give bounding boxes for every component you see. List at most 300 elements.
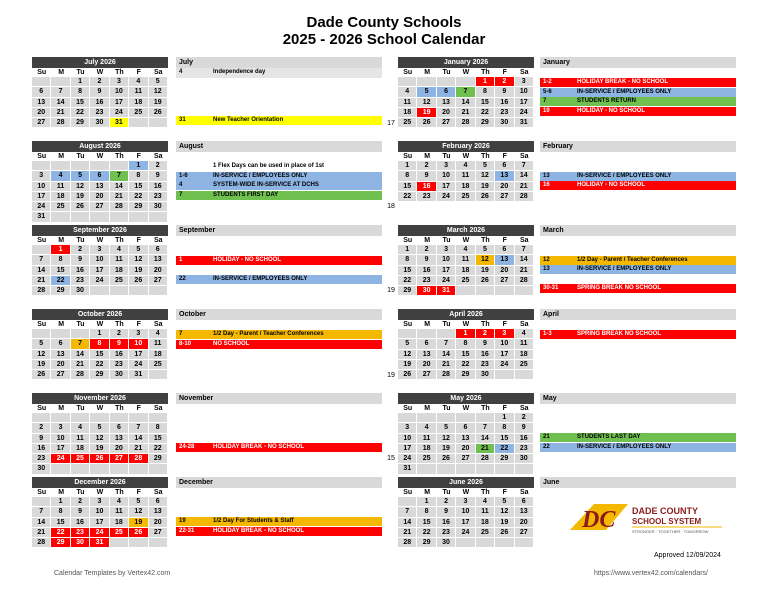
day-cell: 29 xyxy=(51,538,69,547)
day-cell: 25 xyxy=(456,276,474,285)
day-cell: 25 xyxy=(51,202,69,211)
event-date xyxy=(540,275,577,284)
day-cell: 14 xyxy=(515,171,533,180)
week-row xyxy=(32,87,168,97)
day-cell: 20 xyxy=(51,360,69,369)
day-cell: 28 xyxy=(476,454,494,463)
event-row xyxy=(540,330,736,339)
event-row xyxy=(540,162,736,171)
events-panel xyxy=(540,309,736,339)
day-cell: 25 xyxy=(110,276,128,285)
day-cell: 4 xyxy=(110,245,128,254)
event-row xyxy=(176,265,382,274)
empty-day-cell xyxy=(51,329,69,338)
month-calendar xyxy=(32,477,168,548)
day-cell: 13 xyxy=(495,171,513,180)
event-description: 1/2 Day - Parent / Teacher Conferences xyxy=(577,256,688,263)
weekday-label: F xyxy=(495,236,514,245)
day-cell: 7 xyxy=(476,423,494,432)
empty-day-cell xyxy=(456,77,474,86)
day-cell: 3 xyxy=(32,171,50,180)
approved-date: Approved 12/09/2024 xyxy=(654,552,721,559)
event-date xyxy=(176,488,213,497)
day-cell: 7 xyxy=(515,161,533,170)
day-cell: 3 xyxy=(515,77,533,86)
day-cell: 5 xyxy=(437,423,455,432)
day-cell: 13 xyxy=(90,182,108,191)
event-row xyxy=(540,404,736,413)
day-cell: 10 xyxy=(456,507,474,516)
weekday-label: Th xyxy=(110,488,129,497)
logo-line-2: SCHOOL SYSTEM xyxy=(632,517,702,526)
day-cell: 14 xyxy=(110,182,128,191)
day-cell: 4 xyxy=(456,161,474,170)
day-cell: 11 xyxy=(110,507,128,516)
day-cell: 15 xyxy=(149,434,167,443)
day-cell: 5 xyxy=(495,497,513,506)
week-row xyxy=(32,202,168,212)
day-cell: 31 xyxy=(129,370,147,379)
events-month-heading: January xyxy=(540,57,736,68)
day-cell: 14 xyxy=(71,350,89,359)
event-date: 8-10 xyxy=(179,340,192,347)
day-cell: 10 xyxy=(51,434,69,443)
events-panel xyxy=(540,57,736,116)
event-row xyxy=(540,97,736,106)
empty-day-cell xyxy=(495,464,513,473)
week-row xyxy=(32,212,168,222)
day-cell: 15 xyxy=(417,518,435,527)
empty-day-cell xyxy=(129,413,147,422)
day-cell: 8 xyxy=(129,171,147,180)
day-cell: 17 xyxy=(495,350,513,359)
event-description: SYSTEM-WIDE IN-SERVICE AT DCHS xyxy=(213,182,319,189)
event-description xyxy=(213,78,382,87)
day-cell: 6 xyxy=(32,87,50,96)
day-cell: 26 xyxy=(476,192,494,201)
day-cell: 22 xyxy=(398,192,416,201)
day-cell: 29 xyxy=(51,286,69,295)
empty-day-cell xyxy=(437,77,455,86)
day-cell: 14 xyxy=(129,434,147,443)
empty-day-cell xyxy=(90,161,108,170)
empty-day-cell xyxy=(32,77,50,86)
event-description: 1 Flex Days can be used in place of 1st xyxy=(213,162,325,169)
event-row xyxy=(176,340,382,349)
event-description: SPRING BREAK NO SCHOOL xyxy=(577,330,662,337)
weekday-header xyxy=(398,68,534,77)
day-cell: 10 xyxy=(515,87,533,96)
week-row xyxy=(32,454,168,464)
empty-day-cell xyxy=(149,370,167,379)
day-cell: 10 xyxy=(32,182,50,191)
day-cell: 28 xyxy=(32,286,50,295)
day-cell: 21 xyxy=(437,360,455,369)
day-cell: 30 xyxy=(495,118,513,127)
week-row xyxy=(32,423,168,433)
footer-url[interactable]: https://www.vertex42.com/calendars/ xyxy=(594,570,708,577)
event-row xyxy=(176,68,382,77)
event-row xyxy=(540,256,736,265)
week-row xyxy=(32,360,168,370)
day-cell: 2 xyxy=(515,413,533,422)
day-cell: 25 xyxy=(129,108,147,117)
empty-day-cell xyxy=(110,413,128,422)
day-cell: 5 xyxy=(476,161,494,170)
day-cell: 5 xyxy=(398,339,416,348)
empty-day-cell xyxy=(456,538,474,547)
day-cell: 3 xyxy=(51,423,69,432)
week-row xyxy=(32,286,168,296)
event-description xyxy=(577,320,736,329)
day-cell: 23 xyxy=(437,528,455,537)
week-number: 17 xyxy=(387,120,395,127)
weekday-label: Tu xyxy=(71,152,90,161)
event-description xyxy=(213,414,382,423)
event-date: 13 xyxy=(543,172,550,179)
event-date: 19 xyxy=(543,107,550,114)
empty-day-cell xyxy=(476,413,494,422)
week-row xyxy=(32,182,168,192)
day-cell: 19 xyxy=(71,192,89,201)
day-cell: 9 xyxy=(417,255,435,264)
event-row xyxy=(176,508,382,517)
empty-day-cell xyxy=(456,286,474,295)
day-cell: 8 xyxy=(51,255,69,264)
weekday-label: Th xyxy=(476,404,495,413)
event-row xyxy=(176,152,382,161)
weekday-label: M xyxy=(51,320,70,329)
month-calendar xyxy=(398,225,534,296)
empty-day-cell xyxy=(129,212,147,221)
day-cell: 2 xyxy=(417,245,435,254)
month-name: February 2026 xyxy=(398,141,534,152)
day-cell: 12 xyxy=(149,87,167,96)
event-description: Independence day xyxy=(213,69,266,76)
day-cell: 9 xyxy=(437,507,455,516)
event-date: 7 xyxy=(543,98,547,105)
day-cell: 6 xyxy=(417,339,435,348)
empty-day-cell xyxy=(515,370,533,379)
week-row xyxy=(398,350,534,360)
events-panel xyxy=(176,309,382,349)
weekday-label: Sa xyxy=(149,320,168,329)
empty-day-cell xyxy=(71,161,89,170)
weekday-label: Su xyxy=(32,404,51,413)
empty-day-cell xyxy=(476,464,494,473)
day-cell: 1 xyxy=(90,329,108,338)
day-cell: 27 xyxy=(495,276,513,285)
week-row xyxy=(32,434,168,444)
event-row xyxy=(176,162,382,171)
empty-day-cell xyxy=(417,464,435,473)
day-cell: 8 xyxy=(417,507,435,516)
weekday-label: Su xyxy=(32,236,51,245)
day-cell: 25 xyxy=(456,192,474,201)
week-row xyxy=(32,192,168,202)
weekday-label: Su xyxy=(32,152,51,161)
day-cell: 1 xyxy=(398,161,416,170)
day-cell: 9 xyxy=(32,434,50,443)
day-cell: 2 xyxy=(71,245,89,254)
day-cell: 16 xyxy=(90,98,108,107)
day-cell: 4 xyxy=(398,87,416,96)
events-month-heading: September xyxy=(176,225,382,236)
weekday-label: Sa xyxy=(149,152,168,161)
day-cell: 20 xyxy=(437,108,455,117)
empty-day-cell xyxy=(32,161,50,170)
title-line-1: Dade County Schools xyxy=(306,14,462,31)
day-cell: 17 xyxy=(398,444,416,453)
weekday-label: Sa xyxy=(149,236,168,245)
weekday-header xyxy=(32,488,168,497)
week-row xyxy=(32,518,168,528)
logo-initials: DC xyxy=(582,507,616,533)
day-cell: 3 xyxy=(437,245,455,254)
empty-day-cell xyxy=(515,538,533,547)
month-calendar xyxy=(32,393,168,475)
day-cell: 16 xyxy=(32,444,50,453)
day-cell: 9 xyxy=(71,255,89,264)
month-calendar xyxy=(32,225,168,296)
day-cell: 2 xyxy=(110,329,128,338)
empty-day-cell xyxy=(476,538,494,547)
day-cell: 30 xyxy=(476,370,494,379)
day-cell: 24 xyxy=(398,454,416,463)
weekday-label: M xyxy=(417,152,436,161)
day-cell: 20 xyxy=(495,266,513,275)
week-row xyxy=(398,444,534,454)
day-cell: 29 xyxy=(476,118,494,127)
day-cell: 1 xyxy=(398,245,416,254)
day-cell: 10 xyxy=(90,507,108,516)
day-cell: 2 xyxy=(149,161,167,170)
day-cell: 12 xyxy=(476,255,494,264)
weekday-label: Th xyxy=(476,152,495,161)
weekday-label: Su xyxy=(32,68,51,77)
week-row xyxy=(398,192,534,202)
day-cell: 1 xyxy=(51,245,69,254)
event-date: 7 xyxy=(179,330,183,337)
event-row xyxy=(540,433,736,442)
day-cell: 15 xyxy=(456,350,474,359)
day-cell: 1 xyxy=(129,161,147,170)
event-description xyxy=(213,320,382,329)
day-cell: 25 xyxy=(476,528,494,537)
event-date: 1-2 xyxy=(543,78,552,85)
day-cell: 11 xyxy=(110,255,128,264)
district-logo xyxy=(566,500,726,536)
day-cell: 6 xyxy=(456,423,474,432)
event-description xyxy=(213,424,382,433)
day-cell: 30 xyxy=(515,454,533,463)
event-date xyxy=(176,152,213,161)
day-cell: 18 xyxy=(398,108,416,117)
week-row xyxy=(32,161,168,171)
day-cell: 28 xyxy=(398,538,416,547)
day-cell: 7 xyxy=(515,245,533,254)
day-cell: 9 xyxy=(515,423,533,432)
week-row xyxy=(398,528,534,538)
day-cell: 22 xyxy=(51,528,69,537)
day-cell: 26 xyxy=(129,528,147,537)
day-cell: 27 xyxy=(437,118,455,127)
events-month-heading: June xyxy=(540,477,736,488)
day-cell: 19 xyxy=(417,108,435,117)
empty-day-cell xyxy=(515,464,533,473)
day-cell: 28 xyxy=(437,370,455,379)
day-cell: 29 xyxy=(417,538,435,547)
week-number: 18 xyxy=(387,203,395,210)
day-cell: 4 xyxy=(515,329,533,338)
weekday-label: Tu xyxy=(437,488,456,497)
day-cell: 6 xyxy=(51,339,69,348)
footer-credit[interactable]: Calendar Templates by Vertex42.com xyxy=(54,570,171,577)
event-date: 22 xyxy=(179,275,186,282)
events-month-heading: April xyxy=(540,309,736,320)
day-cell: 1 xyxy=(456,329,474,338)
weekday-label: F xyxy=(129,68,148,77)
month-calendar xyxy=(398,141,534,202)
event-row xyxy=(540,443,736,452)
day-cell: 19 xyxy=(90,444,108,453)
day-cell: 21 xyxy=(32,528,50,537)
events-month-heading: February xyxy=(540,141,736,152)
day-cell: 19 xyxy=(476,182,494,191)
week-row xyxy=(32,528,168,538)
weekday-label: Th xyxy=(110,320,129,329)
event-date xyxy=(540,152,577,161)
day-cell: 30 xyxy=(32,464,50,473)
week-row xyxy=(32,245,168,255)
day-cell: 16 xyxy=(149,182,167,191)
day-cell: 14 xyxy=(476,434,494,443)
day-cell: 1 xyxy=(51,497,69,506)
week-row xyxy=(32,118,168,128)
weekday-header xyxy=(398,404,534,413)
week-row xyxy=(398,434,534,444)
day-cell: 29 xyxy=(71,118,89,127)
weekday-label: W xyxy=(90,236,109,245)
event-row xyxy=(540,414,736,423)
event-date xyxy=(176,498,213,507)
weekday-label: Tu xyxy=(437,404,456,413)
day-cell: 12 xyxy=(476,171,494,180)
week-row xyxy=(398,423,534,433)
weekday-header xyxy=(32,236,168,245)
weekday-label: Su xyxy=(398,320,417,329)
week-row xyxy=(32,497,168,507)
week-row xyxy=(32,171,168,181)
day-cell: 15 xyxy=(495,434,513,443)
weekday-label: M xyxy=(417,320,436,329)
empty-day-cell xyxy=(495,286,513,295)
month-name: November 2026 xyxy=(32,393,168,404)
event-date xyxy=(176,246,213,255)
weekday-label: M xyxy=(51,404,70,413)
day-cell: 9 xyxy=(417,171,435,180)
day-cell: 29 xyxy=(456,370,474,379)
day-cell: 6 xyxy=(495,161,513,170)
day-cell: 17 xyxy=(456,518,474,527)
empty-day-cell xyxy=(90,464,108,473)
day-cell: 3 xyxy=(398,423,416,432)
event-description: SPRING BREAK NO SCHOOL xyxy=(577,285,662,292)
event-row xyxy=(540,320,736,329)
weekday-label: Tu xyxy=(71,320,90,329)
week-row xyxy=(398,108,534,118)
empty-day-cell xyxy=(51,161,69,170)
day-cell: 28 xyxy=(456,118,474,127)
day-cell: 7 xyxy=(129,423,147,432)
day-cell: 5 xyxy=(129,245,147,254)
day-cell: 27 xyxy=(456,454,474,463)
day-cell: 15 xyxy=(51,266,69,275)
week-row xyxy=(32,108,168,118)
day-cell: 6 xyxy=(110,423,128,432)
day-cell: 19 xyxy=(32,360,50,369)
event-row xyxy=(540,275,736,284)
day-cell: 23 xyxy=(149,192,167,201)
day-cell: 9 xyxy=(110,339,128,348)
events-panel xyxy=(540,141,736,190)
event-description: IN-SERVICE / EMPLOYEES ONLY xyxy=(577,172,672,179)
day-cell: 23 xyxy=(32,454,50,463)
events-month-heading: November xyxy=(176,393,382,404)
day-cell: 25 xyxy=(110,528,128,537)
day-cell: 11 xyxy=(456,255,474,264)
day-cell: 7 xyxy=(437,339,455,348)
event-date: 5-6 xyxy=(543,88,552,95)
day-cell: 21 xyxy=(129,444,147,453)
day-cell: 18 xyxy=(110,266,128,275)
day-cell: 13 xyxy=(456,434,474,443)
day-cell: 19 xyxy=(149,98,167,107)
day-cell: 31 xyxy=(110,118,128,127)
event-date xyxy=(176,78,213,87)
day-cell: 5 xyxy=(149,77,167,86)
week-row xyxy=(32,98,168,108)
weekday-label: Tu xyxy=(437,68,456,77)
empty-day-cell xyxy=(32,497,50,506)
empty-day-cell xyxy=(515,286,533,295)
weekday-label: W xyxy=(90,404,109,413)
day-cell: 5 xyxy=(476,245,494,254)
event-row xyxy=(540,424,736,433)
day-cell: 9 xyxy=(495,87,513,96)
day-cell: 17 xyxy=(90,518,108,527)
day-cell: 5 xyxy=(417,87,435,96)
day-cell: 7 xyxy=(32,507,50,516)
event-date xyxy=(540,404,577,413)
event-date: 21 xyxy=(543,434,550,441)
day-cell: 31 xyxy=(398,464,416,473)
day-cell: 2 xyxy=(71,497,89,506)
day-cell: 12 xyxy=(129,507,147,516)
weekday-header xyxy=(32,68,168,77)
week-number: 19 xyxy=(387,372,395,379)
day-cell: 8 xyxy=(90,339,108,348)
month-calendar xyxy=(398,393,534,475)
empty-day-cell xyxy=(417,413,435,422)
day-cell: 27 xyxy=(149,276,167,285)
day-cell: 18 xyxy=(129,98,147,107)
events-panel xyxy=(540,477,736,488)
week-row xyxy=(398,118,534,128)
day-cell: 14 xyxy=(398,518,416,527)
events-panel xyxy=(540,225,736,293)
event-row xyxy=(176,107,382,116)
